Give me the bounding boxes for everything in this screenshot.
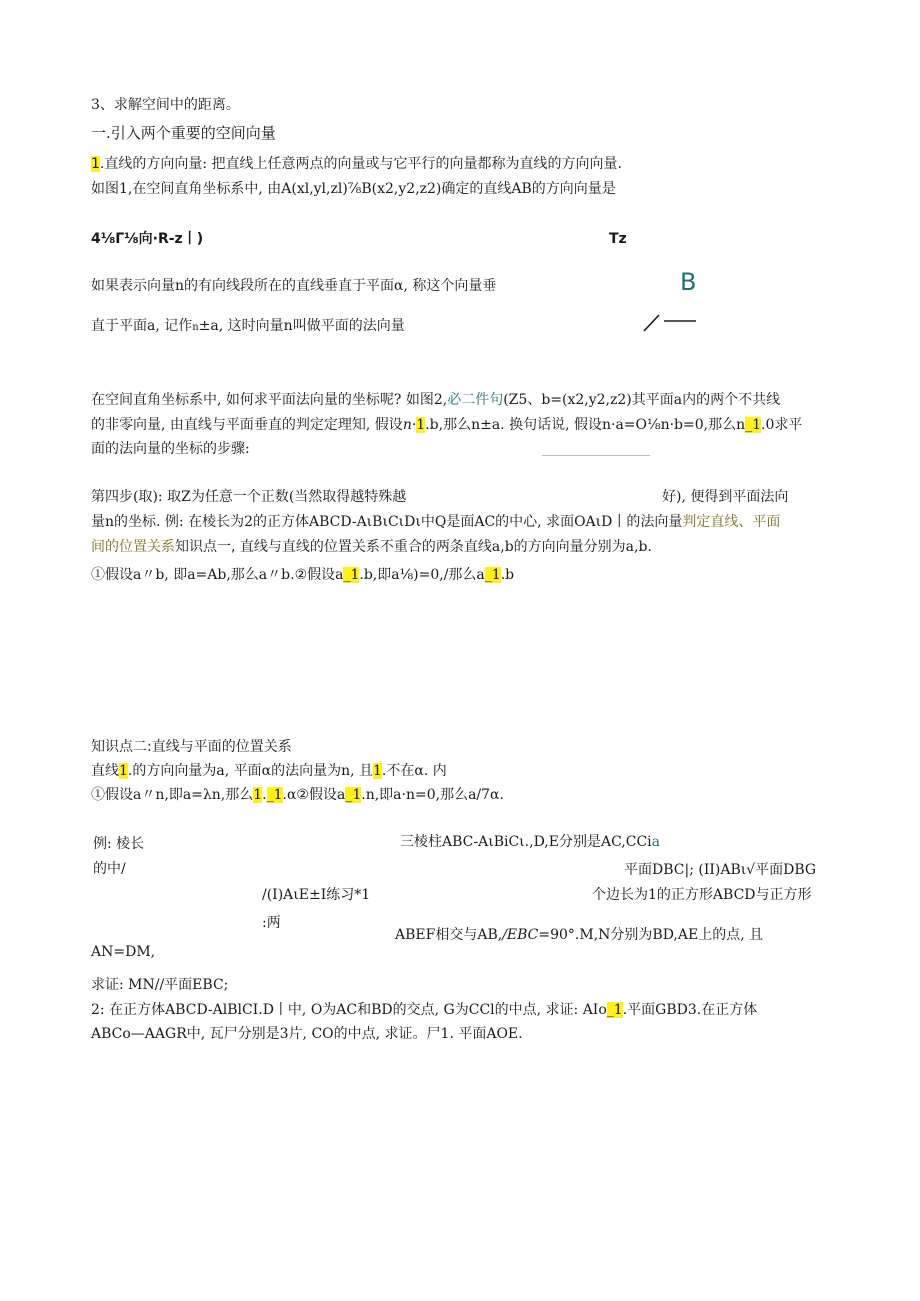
figure1-sentence: 如图1,在空间直角坐标系中, 由A(xl,yl,zl)⅞B(x2,y2,z2)确定的直线AB的方向向量是 [91, 181, 616, 197]
example-label: 例: 棱长 [93, 836, 145, 852]
example-prism-text [400, 833, 660, 851]
divider-rule [542, 455, 650, 456]
highlight-mark: 1 [91, 156, 100, 172]
coord-para-line2 [91, 416, 802, 434]
text: .0求平 [761, 417, 803, 433]
subscript-n: n [192, 322, 199, 333]
text: 的非零向量, 由直线与平面垂直的判定定理知, 假设 [91, 417, 403, 433]
teal-text: 必二件句 [447, 392, 504, 408]
step4-line1-right: 好), 便得到平面法向 [662, 489, 789, 505]
knowledge-point-1: 知识点一, 直线与直线的位置关系 [175, 539, 380, 555]
text: ABEF相交与AB, [395, 927, 503, 943]
text: .n,即a·n=0,那么a/7α. [361, 787, 504, 803]
text: .b,即a⅛)=0,/那么a [359, 567, 485, 583]
italic-angle: ∕EBC [502, 927, 539, 943]
bold-term: 做平面的法向量 [306, 318, 405, 334]
text: ①假设a〃n,即a=λn,那么 [91, 787, 254, 803]
direction-vector-definition [91, 155, 622, 173]
section-heading: 3、求解空间中的距离。 [91, 97, 240, 113]
coord-para-line1 [91, 391, 780, 409]
figure-label-b: B [680, 268, 697, 296]
example-plane-dbc: 平面DBC|; (II)ABι√平面DBG [624, 862, 817, 878]
text: 直于平面a, 记作 [91, 318, 193, 334]
exercise-an-dm: AN=DM, [91, 944, 156, 960]
exercise-abef [395, 926, 763, 944]
example-midpoint: 的中/ [93, 861, 126, 877]
highlight-mark: _1 [345, 787, 362, 803]
step4-line2 [91, 513, 780, 531]
text: 不重合的两条直线a,b的方向向量分别为a,b. [379, 539, 652, 555]
teal-text: a [651, 834, 660, 850]
highlight-mark: _1 [484, 567, 501, 583]
problem-2-line1 [91, 1001, 757, 1019]
highlight-mark: _1 [266, 787, 283, 803]
text: 在空间直角坐标系中, 如何求平面法向量的坐标呢? 如图2, [91, 392, 448, 408]
knowledge-point-2-title: 知识点二:直线与平面的位置关系 [91, 739, 292, 755]
text: 2: 在正方体ABCD-AlBlCI.D丨中, O为AC和BD的交点, G为CCl的中点, 求证: AIo [91, 1002, 607, 1018]
step4-line4 [91, 566, 514, 584]
garbled-formula: 4⅛Γ⅛向·R-z丨) [91, 231, 204, 247]
prove-statement: 求证: MN//平面EBC; [91, 977, 229, 993]
highlight-mark: _1 [606, 1002, 623, 1018]
step4-line1-left: 第四步(取): 取Z为任意一个正数(当然取得越特殊越 [91, 489, 407, 505]
highlight-mark: 1 [416, 417, 426, 433]
term-bold-end: 为直线的方向向量. [505, 156, 622, 172]
text: 直线 [91, 763, 119, 779]
text: . [262, 787, 267, 803]
text: .不在α. 内 [381, 763, 447, 779]
figure-label-tz: Tz [609, 231, 627, 247]
highlight-mark: _1 [745, 417, 762, 433]
kp2-line1 [91, 762, 447, 780]
text: (Z5、b=(x2,y2,z2)其平面a内的两个不共线 [503, 392, 781, 408]
text: 三棱柱ABC-AιBiCι.,D,E分别是AC,CCi [400, 834, 652, 850]
highlight-mark: 1 [119, 763, 128, 779]
text: ①假设a〃b, 即a=Ab,那么a〃b.②假设a [91, 567, 344, 583]
text: .平面GBD3.在正方体 [622, 1002, 758, 1018]
exercise-two: :两 [262, 915, 281, 931]
definition-text: : 把直线上任意两点的向量或与它平行的向量都称 [202, 156, 506, 172]
highlight-mark: _1 [343, 567, 360, 583]
olive-text: 判定直线、平面 [682, 514, 781, 530]
term-bold: .直线的方向向量 [99, 156, 203, 172]
highlight-mark: 1 [253, 787, 263, 803]
problem-3-line: ABCo—AAGR中, 瓦尸分别是3片, CO的中点, 求证。尸1. 平面AOE. [91, 1026, 523, 1042]
text: 量n的坐标. 例: 在棱长为2的正方体ABCD-AιBιCιDι中Q是面AC的中心, 求面OAιD丨的法向量 [91, 514, 683, 530]
coord-para-line3: 面的法向量的坐标的步骤: [91, 441, 250, 457]
normal-def-line2 [91, 317, 405, 337]
highlight-mark: 1 [373, 763, 382, 779]
normal-def-line1: 如果表示向量n的有向线段所在的直线垂直于平面α, 称这个向量垂 [91, 278, 497, 294]
text: .的方向向量为a, 平面α的法向量为n, 且 [127, 763, 373, 779]
step4-line3 [91, 538, 652, 556]
text: · [411, 417, 417, 433]
kp2-line2 [91, 786, 504, 804]
text: .b,那么n±a. 换句话说, 假设n·a=O⅛n·b=0,那么n [425, 417, 746, 433]
text: .α②假设a [282, 787, 346, 803]
exercise-squares: 个边长为1的正方形ABCD与正方形 [592, 887, 812, 903]
figure-plane-sketch [642, 310, 702, 334]
text: .b [500, 567, 515, 583]
section-title: 一.引入两个重要的空间向量 [91, 124, 276, 142]
exercise-label: /(I)AιE±I练习*1 [262, 887, 371, 903]
text: ±a, 这时向量n叫 [198, 318, 307, 334]
text: =90°.M,N分别为BD,AE上的点, 且 [538, 927, 764, 943]
italic-n: n [402, 417, 412, 433]
olive-text: 间的位置关系 [91, 539, 175, 555]
